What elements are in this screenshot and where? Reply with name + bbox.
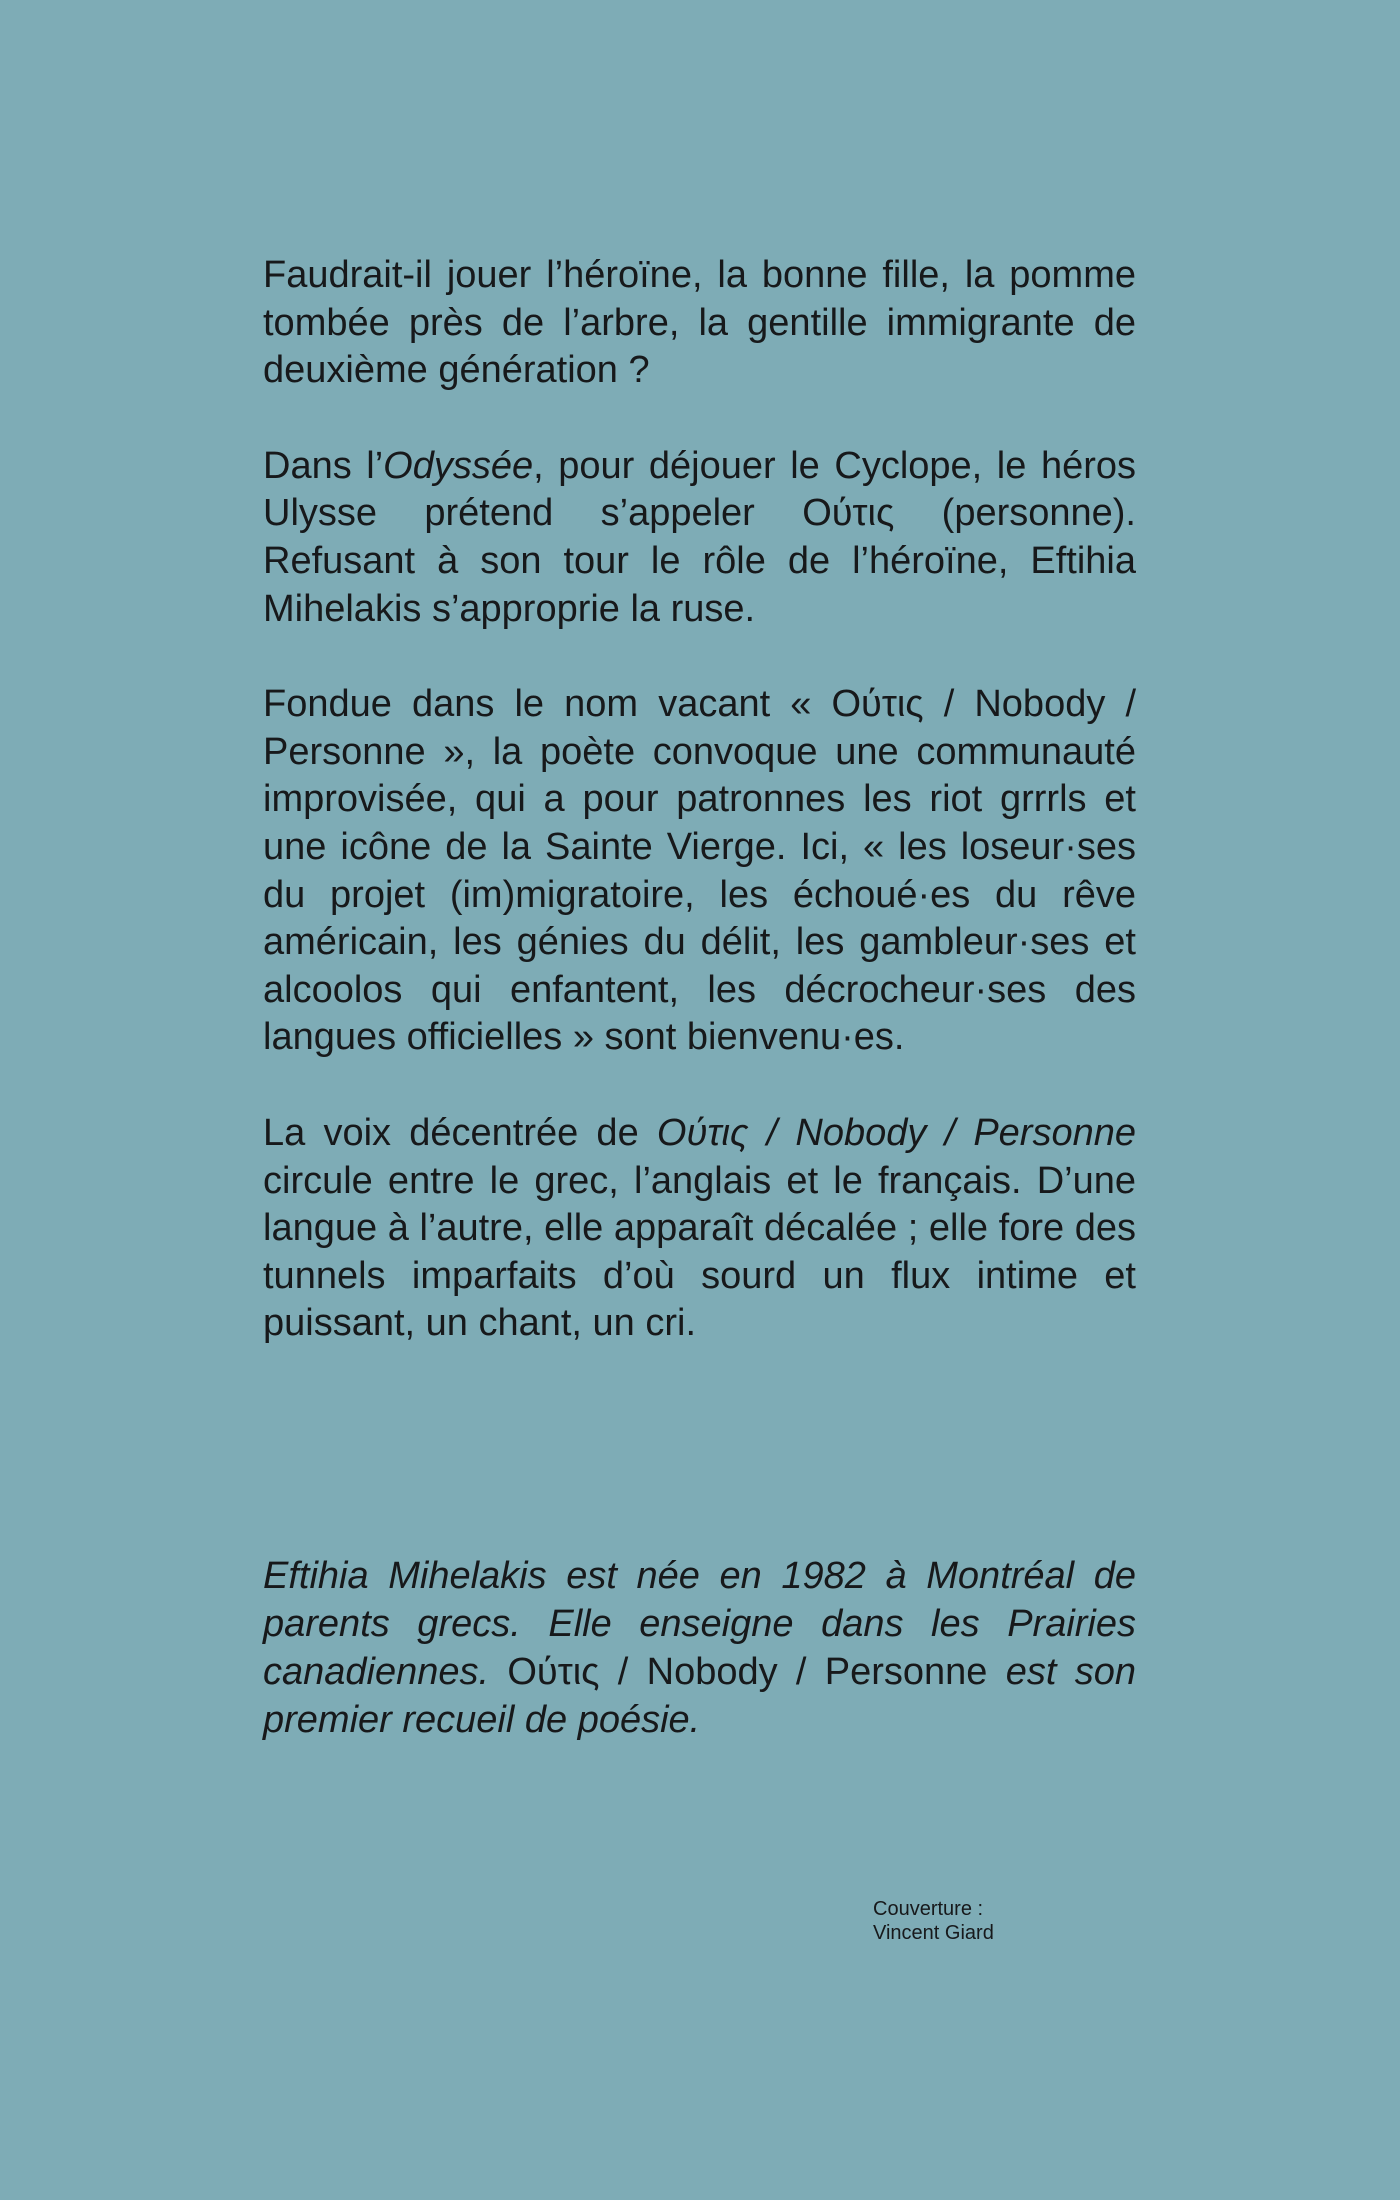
cover-credit — [873, 1897, 994, 1945]
paragraph-2-intro: Dans l’ — [263, 444, 384, 487]
credit-name: Vincent Giard — [873, 1922, 994, 1944]
book-title-roman: Ούτις / Nobody / Personne — [507, 1651, 988, 1693]
blurb-paragraph-3: Fondue dans le nom vacant « Ούτις / Nobody / Personne », la poète convoque une communauté improvisée, qui a pour patronnes les riot grrrls et une icône de la Sainte Vierge. Ici, « les loseur·ses du projet (im)migratoire, les échoué·es du rêve américain, les génies du délit, les gambleur·ses et alcoolos qui enfantent, les décrocheur·ses des langues officielles » sont bienvenu·es. — [263, 683, 1136, 1059]
blurb-paragraph-1: Faudrait-il jouer l’héroïne, la bonne fille, la pomme tombée près de l’arbre, la gentille immigrante de deuxième génération ? — [263, 254, 1136, 392]
odyssey-title: Odyssée — [383, 444, 534, 487]
blurb-paragraph-2 — [263, 443, 1136, 633]
author-bio-intro: Eftihia Mihelakis est née en 1982 à Montréal de parents grecs. Elle enseigne dans les Prairies canadiennes. — [263, 1555, 1136, 1693]
credit-label: Couverture : — [873, 1898, 984, 1920]
blurb-paragraph-4 — [263, 1110, 1136, 1348]
book-title-inline: Ούτις / Nobody / Personne — [656, 1111, 1136, 1154]
paragraph-4-intro: La voix décentrée de — [263, 1111, 657, 1154]
author-bio — [263, 1552, 1136, 1744]
author-bio-end: est son premier recueil de poésie. — [263, 1651, 1136, 1741]
paragraph-2-body: , pour déjouer le Cyclope, le héros Ulysse prétend s’appeler Ούτις (personne). Refusant à son tour le rôle de l’héroïne, Eftihia Mihelakis s’approprie la ruse. — [263, 444, 1136, 630]
back-cover-blurb — [263, 252, 1136, 1348]
paragraph-4-body: circule entre le grec, l’anglais et le français. D’une langue à l’autre, elle apparaît décalée ; elle fore des tunnels imparfaits d’où sourd un flux intime et puissant, un chant, un cri. — [263, 1159, 1136, 1345]
